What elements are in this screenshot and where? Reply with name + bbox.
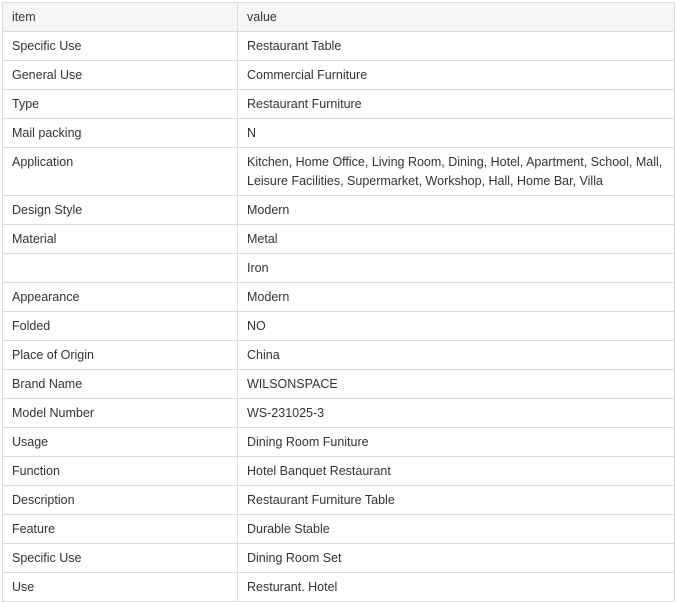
row-value: Restaurant Table	[238, 32, 675, 61]
row-item: Feature	[3, 515, 238, 544]
row-item: Brand Name	[3, 370, 238, 399]
table-row	[3, 32, 675, 61]
row-value: Dining Room Set	[238, 544, 675, 573]
row-value: Commercial Furniture	[238, 61, 675, 90]
table-row	[3, 196, 675, 225]
header-item: item	[3, 3, 238, 32]
table-row	[3, 515, 675, 544]
row-item: Specific Use	[3, 544, 238, 573]
row-item: Description	[3, 486, 238, 515]
row-value: WS-231025-3	[238, 399, 675, 428]
table-row	[3, 61, 675, 90]
table-row	[3, 312, 675, 341]
header-value: value	[238, 3, 675, 32]
row-value: Durable Stable	[238, 515, 675, 544]
table-row	[3, 486, 675, 515]
row-value: Hotel Banquet Restaurant	[238, 457, 675, 486]
table-row	[3, 148, 675, 196]
table-row	[3, 90, 675, 119]
table-row	[3, 457, 675, 486]
table-row	[3, 283, 675, 312]
table-row	[3, 544, 675, 573]
row-item: Design Style	[3, 196, 238, 225]
row-value: N	[238, 119, 675, 148]
table-row	[3, 370, 675, 399]
table-row	[3, 254, 675, 283]
table-header-row	[3, 3, 675, 32]
row-item: Function	[3, 457, 238, 486]
row-value: Iron	[238, 254, 675, 283]
row-item: General Use	[3, 61, 238, 90]
row-value: Metal	[238, 225, 675, 254]
table-row	[3, 399, 675, 428]
row-value: China	[238, 341, 675, 370]
row-item: Application	[3, 148, 238, 196]
table-row	[3, 225, 675, 254]
row-item: Specific Use	[3, 32, 238, 61]
spec-table	[2, 2, 675, 602]
row-item: Place of Origin	[3, 341, 238, 370]
row-item: Appearance	[3, 283, 238, 312]
row-item: Model Number	[3, 399, 238, 428]
row-item: Usage	[3, 428, 238, 457]
row-item: Folded	[3, 312, 238, 341]
row-item	[3, 254, 238, 283]
row-value: Restaurant Furniture	[238, 90, 675, 119]
row-item: Mail packing	[3, 119, 238, 148]
table-row	[3, 573, 675, 602]
row-item: Use	[3, 573, 238, 602]
table-row	[3, 341, 675, 370]
row-value: WILSONSPACE	[238, 370, 675, 399]
row-value: Modern	[238, 196, 675, 225]
row-value: Dining Room Funiture	[238, 428, 675, 457]
table-row	[3, 119, 675, 148]
row-value: Resturant. Hotel	[238, 573, 675, 602]
row-value: Kitchen, Home Office, Living Room, Dining, Hotel, Apartment, School, Mall, Leisure Facilities, Supermarket, Workshop, Hall, Home Bar, Villa	[238, 148, 675, 196]
table-row	[3, 428, 675, 457]
row-value: NO	[238, 312, 675, 341]
row-item: Material	[3, 225, 238, 254]
row-item: Type	[3, 90, 238, 119]
row-value: Modern	[238, 283, 675, 312]
row-value: Restaurant Furniture Table	[238, 486, 675, 515]
